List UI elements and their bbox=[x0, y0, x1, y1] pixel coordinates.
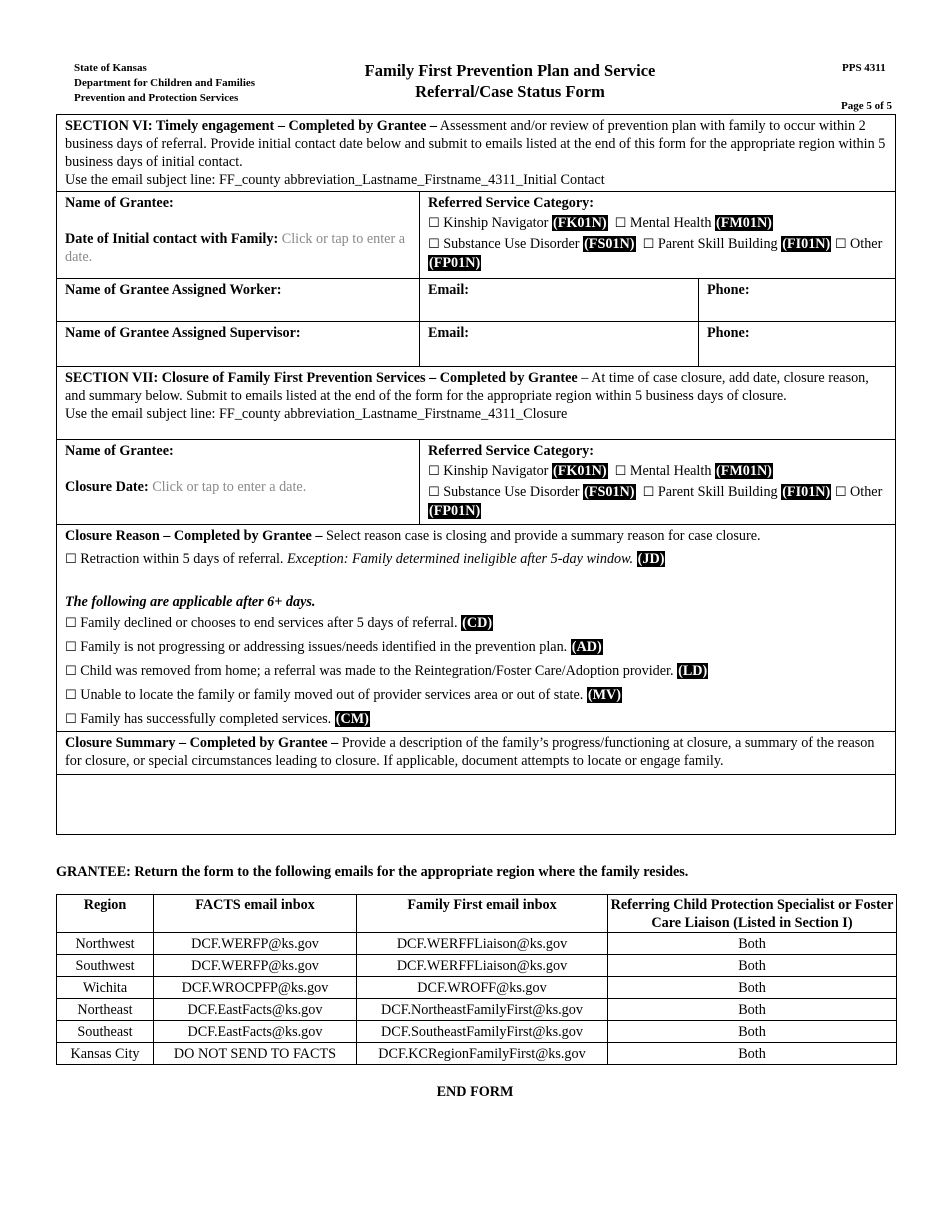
closure-other-checkbox[interactable]: ☐ bbox=[834, 485, 847, 500]
closure-substance-use-label: Substance Use Disorder bbox=[443, 484, 580, 500]
section7-instructions bbox=[57, 367, 896, 440]
closure-mental-health-checkbox[interactable]: ☐ bbox=[614, 464, 627, 479]
worker-row bbox=[57, 279, 896, 322]
parent-skill-checkbox[interactable]: ☐ bbox=[642, 237, 655, 252]
closure-kinship-label: Kinship Navigator bbox=[443, 463, 549, 479]
worker-email-label: Email: bbox=[428, 282, 469, 298]
referring-cell: Both bbox=[608, 977, 897, 999]
closure-summary-text: Provide a description of the family’s progress/functioning at closure, a summary of the reason for closure, or special circumstances leading to closure. If applicable, document attempts to locate or engage family. bbox=[65, 735, 875, 769]
applicable-after-heading: The following are applicable after 6+ days. bbox=[65, 594, 316, 610]
region-header: Region bbox=[57, 895, 154, 933]
closure-referred-service-category-label: Referred Service Category: bbox=[428, 443, 594, 459]
initial-contact-date-field[interactable] bbox=[65, 230, 411, 266]
grantee-instruction: GRANTEE: Return the form to the following emails for the appropriate region where the family resides. bbox=[56, 864, 689, 880]
service-category-options-2 bbox=[428, 235, 887, 272]
facts-email-cell: DCF.EastFacts@ks.gov bbox=[154, 999, 357, 1021]
closure-other-label: Other bbox=[850, 484, 883, 500]
referring-cell: Both bbox=[608, 955, 897, 977]
completed-label: Family has successfully completed services. bbox=[80, 711, 332, 727]
section6-heading: SECTION VI: Timely engagement – Completed by Grantee – bbox=[65, 118, 438, 134]
closure-kinship-checkbox[interactable]: ☐ bbox=[428, 464, 440, 479]
closure-mental-health-label: Mental Health bbox=[629, 463, 712, 479]
child-removed-label: Child was removed from home; a referral was made to the Reintegration/Foster Care/Adoption provider. bbox=[80, 663, 674, 679]
assigned-worker-label: Name of Grantee Assigned Worker: bbox=[65, 282, 282, 298]
retraction-code: (JD) bbox=[637, 551, 665, 567]
closure-service-category-options-2 bbox=[428, 483, 887, 520]
form-title-line1: Family First Prevention Plan and Service bbox=[364, 61, 656, 80]
family-first-email-cell: DCF.KCRegionFamilyFirst@ks.gov bbox=[357, 1043, 608, 1065]
kinship-code: (FK01N) bbox=[552, 215, 607, 231]
referring-cell: Both bbox=[608, 1043, 897, 1065]
referring-specialist-header: Referring Child Protection Specialist or Foster Care Liaison (Listed in Section I) bbox=[608, 895, 897, 933]
unable-to-locate-label: Unable to locate the family or family moved out of provider services area or out of state. bbox=[80, 687, 584, 703]
closure-date-field[interactable] bbox=[65, 478, 411, 496]
substance-use-checkbox[interactable]: ☐ bbox=[428, 237, 440, 252]
closure-parent-skill-code: (FI01N) bbox=[782, 484, 831, 500]
closure-parent-skill-checkbox[interactable]: ☐ bbox=[642, 485, 655, 500]
supervisor-phone-label: Phone: bbox=[707, 325, 750, 341]
table-row bbox=[57, 955, 897, 977]
supervisor-email-label: Email: bbox=[428, 325, 469, 341]
name-of-grantee-label: Name of Grantee: bbox=[65, 195, 174, 211]
closure-service-category-options bbox=[428, 462, 887, 481]
form-title bbox=[300, 60, 720, 102]
form-table bbox=[56, 114, 896, 835]
kinship-label: Kinship Navigator bbox=[443, 215, 549, 231]
section7-heading: SECTION VII: Closure of Family First Prevention Services – Completed by Grantee bbox=[65, 370, 578, 386]
child-removed-code: (LD) bbox=[678, 663, 708, 679]
closure-parent-skill-label: Parent Skill Building bbox=[657, 484, 778, 500]
retraction-checkbox[interactable]: ☐ bbox=[65, 552, 77, 567]
facts-email-cell: DCF.EastFacts@ks.gov bbox=[154, 1021, 357, 1043]
closure-mental-health-code: (FM01N) bbox=[715, 463, 772, 479]
agency-block bbox=[74, 61, 255, 106]
family-first-email-cell: DCF.WERFFLiaison@ks.gov bbox=[357, 955, 608, 977]
closure-option-not-progressing[interactable] bbox=[65, 638, 887, 657]
closure-other-code: (FP01N) bbox=[429, 503, 481, 519]
retraction-option[interactable] bbox=[65, 550, 887, 569]
declined-label: Family declined or chooses to end services after 5 days of referral. bbox=[80, 615, 458, 631]
region-cell: Southeast bbox=[57, 1021, 154, 1043]
table-row bbox=[57, 999, 897, 1021]
completed-code: (CM) bbox=[335, 711, 369, 727]
family-first-email-cell: DCF.WERFFLiaison@ks.gov bbox=[357, 933, 608, 955]
referring-cell: Both bbox=[608, 933, 897, 955]
retraction-exception: Exception: Family determined ineligible after 5-day window. bbox=[287, 551, 634, 567]
closure-date-label: Closure Date: bbox=[65, 479, 149, 495]
not-progressing-checkbox[interactable]: ☐ bbox=[65, 640, 77, 655]
substance-use-code: (FS01N) bbox=[584, 236, 635, 252]
referring-cell: Both bbox=[608, 999, 897, 1021]
table-row bbox=[57, 933, 897, 955]
mental-health-label: Mental Health bbox=[629, 215, 712, 231]
unable-to-locate-code: (MV) bbox=[587, 687, 621, 703]
table-row bbox=[57, 1021, 897, 1043]
family-first-email-cell: DCF.WROFF@ks.gov bbox=[357, 977, 608, 999]
region-cell: Kansas City bbox=[57, 1043, 154, 1065]
parent-skill-code: (FI01N) bbox=[782, 236, 831, 252]
closure-reason-row bbox=[57, 525, 896, 732]
family-first-email-cell: DCF.SoutheastFamilyFirst@ks.gov bbox=[357, 1021, 608, 1043]
region-cell: Wichita bbox=[57, 977, 154, 999]
closure-option-declined[interactable] bbox=[65, 614, 887, 633]
declined-code: (CD) bbox=[462, 615, 493, 631]
assigned-supervisor-label: Name of Grantee Assigned Supervisor: bbox=[65, 325, 301, 341]
closure-option-unable-to-locate[interactable] bbox=[65, 686, 887, 705]
end-form-label: END FORM bbox=[436, 1084, 514, 1100]
closure-substance-use-code: (FS01N) bbox=[584, 484, 635, 500]
worker-phone-label: Phone: bbox=[707, 282, 750, 298]
form-number: PPS 4311 bbox=[842, 62, 886, 74]
referred-service-category-label: Referred Service Category: bbox=[428, 195, 594, 211]
other-checkbox[interactable]: ☐ bbox=[834, 237, 847, 252]
family-first-inbox-header: Family First email inbox bbox=[357, 895, 608, 933]
region-cell: Southwest bbox=[57, 955, 154, 977]
initial-contact-date-label: Date of Initial contact with Family: bbox=[65, 231, 279, 247]
not-progressing-label: Family is not progressing or addressing issues/needs identified in the prevention plan. bbox=[80, 639, 568, 655]
section7-subject-line: Use the email subject line: FF_county abbreviation_Lastname_Firstname_4311_Closure bbox=[65, 406, 568, 422]
region-table-header bbox=[57, 895, 897, 933]
closure-name-of-grantee-label: Name of Grantee: bbox=[65, 443, 174, 459]
family-first-email-cell: DCF.NortheastFamilyFirst@ks.gov bbox=[357, 999, 608, 1021]
section6-grantee-row bbox=[57, 192, 896, 279]
closure-reason-heading: Closure Reason – Completed by Grantee – bbox=[65, 528, 323, 544]
referring-cell: Both bbox=[608, 1021, 897, 1043]
facts-email-cell: DCF.WROCPFP@ks.gov bbox=[154, 977, 357, 999]
region-cell: Northeast bbox=[57, 999, 154, 1021]
section6-instructions bbox=[57, 115, 896, 192]
other-code: (FP01N) bbox=[429, 255, 481, 271]
section6-text: Assessment and/or review of prevention plan with family to occur within 2 business days of referral. Provide initial contact date below and submit to emails listed at the end of this form for the appropriate region within 5 business days of initial contact. bbox=[65, 118, 886, 170]
region-email-table bbox=[56, 894, 897, 1065]
closure-reason-instructions bbox=[65, 527, 887, 545]
supervisor-row bbox=[57, 322, 896, 367]
closure-summary-instructions-row bbox=[57, 732, 896, 775]
closure-substance-use-checkbox[interactable]: ☐ bbox=[428, 485, 440, 500]
closure-kinship-code: (FK01N) bbox=[552, 463, 607, 479]
retraction-label: Retraction within 5 days of referral. bbox=[80, 551, 284, 567]
other-label: Other bbox=[850, 236, 883, 252]
service-category-options bbox=[428, 214, 887, 233]
facts-inbox-header: FACTS email inbox bbox=[154, 895, 357, 933]
closure-option-completed[interactable] bbox=[65, 710, 887, 729]
closure-summary-input-row bbox=[57, 775, 896, 835]
table-row bbox=[57, 977, 897, 999]
agency-division: Prevention and Protection Services bbox=[74, 92, 239, 104]
table-row bbox=[57, 1043, 897, 1065]
closure-option-child-removed[interactable] bbox=[65, 662, 887, 681]
facts-email-cell: DCF.WERFP@ks.gov bbox=[154, 933, 357, 955]
initial-contact-date-input[interactable]: Click or tap to enter a date. bbox=[65, 231, 406, 265]
section7-text: – At time of case closure, add date, closure reason, and summary below. Submit to emails listed at the end of the form for the appropriate region within 5 business days of closure. bbox=[65, 370, 869, 404]
parent-skill-label: Parent Skill Building bbox=[657, 236, 778, 252]
section7-grantee-row bbox=[57, 440, 896, 525]
declined-checkbox[interactable]: ☐ bbox=[65, 616, 77, 631]
section6-subject-line: Use the email subject line: FF_county abbreviation_Lastname_Firstname_4311_Initial Contact bbox=[65, 172, 605, 188]
region-cell: Northwest bbox=[57, 933, 154, 955]
page-number: Page 5 of 5 bbox=[840, 100, 892, 112]
agency-state: State of Kansas bbox=[74, 62, 147, 74]
form-title-line2: Referral/Case Status Form bbox=[415, 82, 605, 101]
mental-health-code: (FM01N) bbox=[715, 215, 772, 231]
agency-department: Department for Children and Families bbox=[74, 77, 256, 89]
mental-health-checkbox[interactable]: ☐ bbox=[614, 216, 627, 231]
closure-date-input[interactable]: Click or tap to enter a date. bbox=[152, 479, 307, 495]
unable-to-locate-checkbox[interactable]: ☐ bbox=[65, 688, 77, 703]
kinship-checkbox[interactable]: ☐ bbox=[428, 216, 440, 231]
facts-email-cell: DO NOT SEND TO FACTS bbox=[154, 1043, 357, 1065]
closure-reason-text: Select reason case is closing and provide a summary reason for case closure. bbox=[322, 528, 761, 544]
substance-use-label: Substance Use Disorder bbox=[443, 236, 580, 252]
child-removed-checkbox[interactable]: ☐ bbox=[65, 664, 77, 679]
closure-summary-input[interactable] bbox=[57, 775, 896, 835]
closure-summary-heading: Closure Summary – Completed by Grantee – bbox=[65, 735, 339, 751]
completed-checkbox[interactable]: ☐ bbox=[65, 712, 77, 727]
not-progressing-code: (AD) bbox=[571, 639, 602, 655]
facts-email-cell: DCF.WERFP@ks.gov bbox=[154, 955, 357, 977]
